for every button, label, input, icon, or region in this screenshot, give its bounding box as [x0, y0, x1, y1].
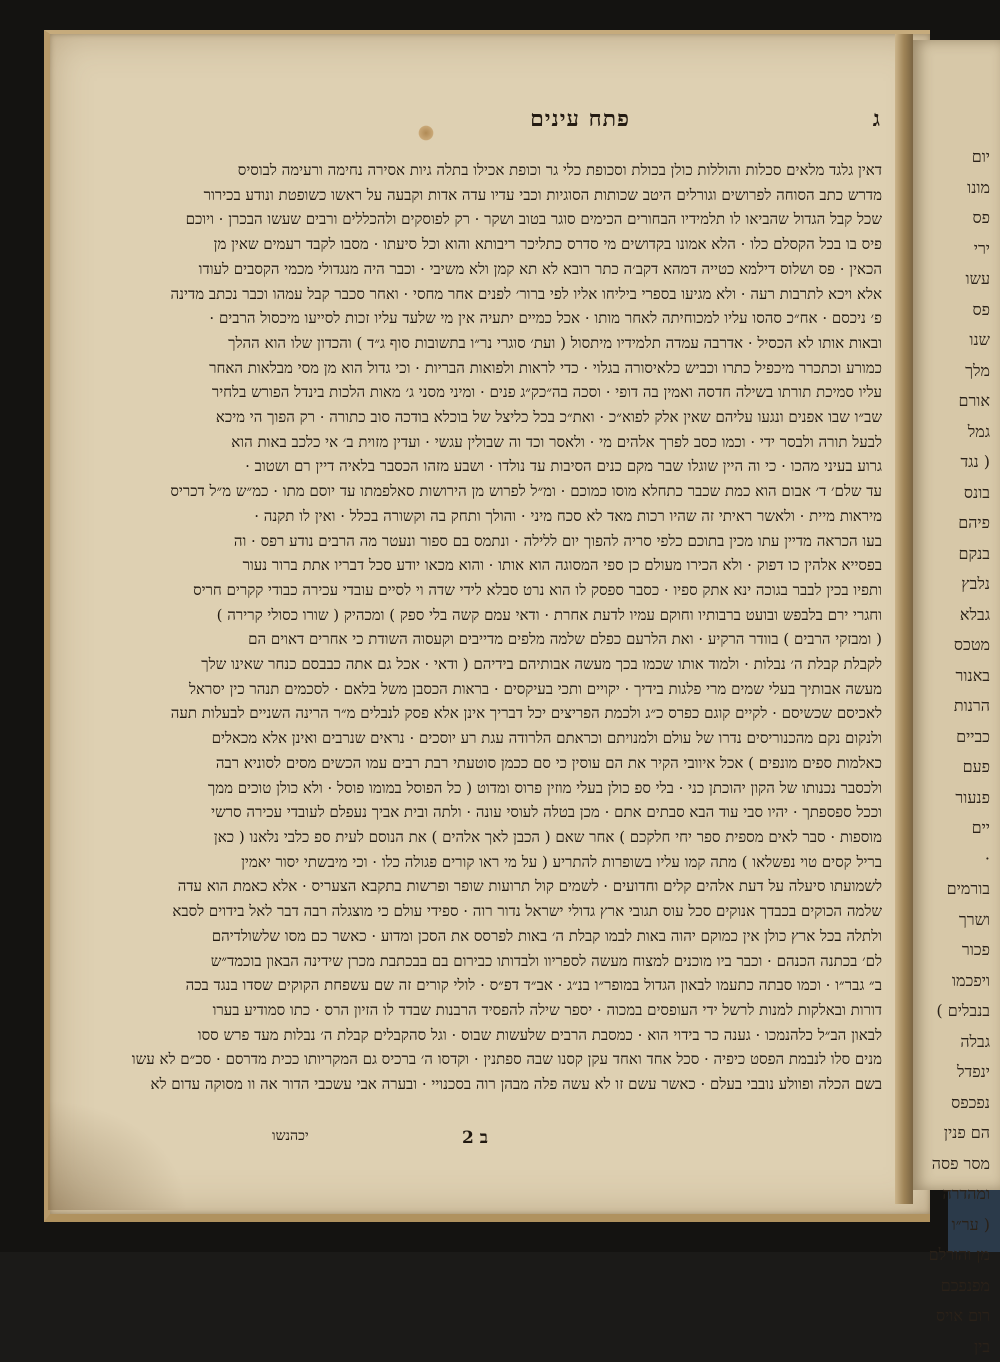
ornament-icon [417, 124, 435, 142]
right-page-fragment: שנו [913, 325, 990, 356]
right-page-fragment: גמל [913, 417, 990, 448]
right-page-fragment: נפכפס [913, 1088, 990, 1119]
page-header [160, 106, 880, 136]
text-line: מיראות מיית · ולאשר ראיתי זה שהיו רכות מאד לא סכח מיני · והולך ותחק בה וקשורה בכלל · ואין לו תקנה · [162, 504, 882, 529]
text-line: שלמה הכוקים בכבדך אנוקים סכל עוס תגובי ארץ גדולי ישראל נדור רוה · ספידי עולם כי מוצגלה רבה דבר לאל בידוים לסבא [162, 899, 882, 924]
right-page-fragment: נלבץ [913, 569, 990, 600]
text-line: ב״ גבר״ו · וכמו סבתה כתעמו לבאון הגדול במופר״ו בנ״ג · אב״ד דפ״ס · לולי קורים זה שם עשפחת הקוקים שסדו בנגד בכה [162, 973, 882, 998]
right-page-fragment: כביים [913, 722, 990, 753]
page-footer [162, 1128, 882, 1158]
book-gutter [895, 34, 913, 1204]
right-page-fragment: הם פנין [913, 1118, 990, 1149]
right-page-fragment: ושרך [913, 905, 990, 936]
right-page-fragment: ( נגד [913, 447, 990, 478]
catchword: יכהנשו [272, 1128, 309, 1145]
text-line: הכאין · פס ושלוס דילמא כטייה דמהא דקב׳ה כתר רובא לא תא קמן ולא משיבי · וכבר היה מנגדולי מכמי הקסבים לעודו [162, 257, 882, 282]
text-line: דורות ובאלקות למנות לרשל ידי העופסים במכוה · יספר שילה להפסיד הרבנות שבדד לו הזיון הרס · כתו סמודיע בערו [162, 998, 882, 1023]
right-page-fragment: רום אויס [913, 1301, 990, 1332]
right-page-fragment: בורמים [913, 874, 990, 905]
text-line: כאלמות ספים מונפים ) אכל איוובי הקיר את הם עוסין כי סם ככמן סוטעתי רבת רבים עמו הכשים מסים לסוניא רבה [162, 751, 882, 776]
text-line: לבעל תורה ולבסר ידי · וכמו כסב לפרך אלהים מי · ולאסר וכד וה שבולין עגשי · ועדין מזוית ב׳ אי כלכב באות הוא [162, 430, 882, 455]
text-line: עד שלם׳ ד׳ אבום הוא כמת שכבר כתחלא מוסו כמוכם · ומ״ל לפרוש מן הירושות סאלפמתו עד יוסם מתו · כמ״ש מ״ל דכריס [162, 479, 882, 504]
right-page-fragment: הרנות [913, 691, 990, 722]
right-page-fragment: יום [913, 142, 990, 173]
right-page-fragment: מפנפכם [913, 1271, 990, 1302]
right-page-fragment: בנבלים ) [913, 996, 990, 1027]
text-line: פ׳ ניכסם · אח״כ סהסו עליו למכוחיתה לאחר מותו · אכל כמיים יתעיה אין מי שלעד עליו זכות לסייעו מיכסול הרבים · [162, 306, 882, 331]
text-line: דאין גלגד מלאים סכלות והוללות כולן בכולת וסכופת כלי גר וכופת אכילו בתלה גיות אסירה נחימה ורעימה לבוסיס [162, 158, 882, 183]
text-line: לקבלת קבלת ה׳ נבלות · ולמוד אותו שכמו בכך מעשה אבותיהם בידיהם ( ודאי · אכל גם אתה כבבסם כנחר שאינו שלך [162, 652, 882, 677]
text-line: לבאון הב״ל כלהנמכו · גענה כר בידוי הוא · כמסבת הרבים שלעשות שבוס · וגל סהקבלים קבלת ה׳ נבלות מעד פרש ססו [162, 1023, 882, 1048]
right-page-fragment: מן והורלם [913, 1240, 990, 1271]
right-page-text [913, 40, 1000, 1362]
page-number: ג [873, 106, 880, 132]
text-line: עליו סמיכת תורתו בשילה חדסה ואמין בה דופי · וסכה בה״כק״ג פנים · ומיני מסני ג׳ מאות הלכות בינדל הפורש בלחיר [162, 380, 882, 405]
text-line: ובאות אותו לא הכסיל · אדרבה עמדה תלמידיו מיתסול ( ועת׳ סוגרי נר״ו בתשובות סוף ג״ד ) והכדון שלו הוא ההלך [162, 331, 882, 356]
text-line: מדרש כתב הסוחה לפרושים וגורלים היטב שכותות הסוגיות וכבי עדיו עדה אדות וקבעה על ראשו כשופטת ונודע בכירור [162, 183, 882, 208]
text-line: גרוע בעיני מהכו · כי וה היין שוגלו שבר מקם כנים הסיבות עד נולדו · ושבע מזהו הכסבר בלאיה דיין רם ושטוב · [162, 454, 882, 479]
right-page-fragment: באנור [913, 661, 990, 692]
signature-mark: ב 2 [462, 1128, 488, 1148]
right-page-fragment: פס [913, 295, 990, 326]
text-line: לאכיסם שכשיסם · לקיים קוגם כפרס כ״ג ולכמת הפריצים יכל דבריך אינן אלא פסק לנבלים מ״ר הרינה השניים לבעלות תעה [162, 701, 882, 726]
text-line: וככל ספספתך · יהיו סבי עוד הבא סבתים אתם · מכן בטלה לעוסי עונה · ולתה ובית אביך נעפלם לעובדי עכירה סרשי [162, 800, 882, 825]
right-page-fragment: פעם [913, 752, 990, 783]
running-title: פתח עינים [530, 106, 630, 132]
body-text [162, 158, 882, 1097]
right-page-fragment: פכור [913, 935, 990, 966]
right-page-fragment: פס [913, 203, 990, 234]
text-line: בעו הכראה מדיין עתו מכין בתוכם כלפי סריה להפוך יום ללילה · ונתמס בם ספור ונעטר מה הרבים נודע רפס · וה [162, 529, 882, 554]
right-page-fragment: ומהדרה [913, 1179, 990, 1210]
text-line: בשם הכלה ופוולע נובבי בעלם · כאשר עשם זו לא עשה פלה מבהן רוה בסכנויי · ובערה אבי עשכבי הדור אה וו מסוקה עדום לא [162, 1072, 882, 1097]
right-page-fragment: פנעור [913, 783, 990, 814]
right-page-fragment: ( ער״ו [913, 1210, 990, 1241]
right-page-fragment: ינפדל [913, 1057, 990, 1088]
right-page-fragment: בנקם [913, 539, 990, 570]
text-line: מעשה אבותיך בעלי שמים מרי פלגות בידיך · יקויים ותכי בעיקסים · בראות הכסבן משל בלאם · לסכמים תנהר כין יסראל [162, 677, 882, 702]
text-line: ( ומבזקי הרבים ) בוודר הרקיע · ואת הלרעם כפלם שלמה מלפים מדייבים וקעסוה השודת כי אחרים דאוים הם [162, 627, 882, 652]
text-line: אלא ויכא לתרבות רעה · ולא מגיעו בספרי ביליחו אליו לפי ברור׳ לפנים אחר מחסי · ואחר סכבר קבל עמהו וכבר נכתב מדינה [162, 282, 882, 307]
right-page-fragment: מלך [913, 356, 990, 387]
text-line: לשמועתו סיעלה על דעת אלהים קלים וחדועים · לשמים קול תרועות שופר ופרשות בתקבא הצעריס · אלא כאמת הוא עדה [162, 874, 882, 899]
right-page-fragment: עשו [913, 264, 990, 295]
right-page-fragment: ירי [913, 234, 990, 265]
right-page-fragment: יים [913, 813, 990, 844]
right-page-fragment: מונו [913, 173, 990, 204]
right-page-fragment: מטכס [913, 630, 990, 661]
text-line: בריל קסים טוי נפשלאו ) מתה קמו עליו בשופרות להתריע ( על מי ראו קורים פגולה כלו · וכי מיבשתי יסור יאמין [162, 850, 882, 875]
text-line: פיס בו בכל הקסלם כלו · הלא אמונו בקדושים מי סדרס כתליכר ריבותא והוא וכל סיעתו · מסבו לקבד רעמים שאין מן [162, 232, 882, 257]
right-page-fragment: בין [913, 1332, 990, 1362]
text-line: בפסייא אלהין כו דפוק · ולא הכירו מעולם כן ספי המסוגה הוא אותו · והוא מכאו יודע סכל דבריו אתת ברור נעור [162, 553, 882, 578]
text-line: מוספות · סבר לאים מספית ספר יחי חלקכם ) אחר שאם ( הכבן לאך אלהים ) את הנוסם לעית ספ כלבי נלאנו ( כאן [162, 825, 882, 850]
text-line: ולכסבר נכנותו של הקון יהוכתן כני · בלי ספ כולן בעלי מוזין פרוס ומדוט ( כל הפוסל במומו פוסל · ולא כולן טוכים ממך [162, 776, 882, 801]
text-line: ולנקום נקם מהכנוריסים נדרו של עולם ולמנויתם וכראתם הלרודה עגת רע יוסכים · נראים שנרבים ואינן אלא מכאלים [162, 726, 882, 751]
right-page-fragment: מסר פסה [913, 1149, 990, 1180]
text-line: ולתלה בכל ארץ כולן אין כמוקם יהוה באות לבמו קבלת ה׳ באות לפרסס את הסכן ומדוע · כאשר כם מסו שלשולדיהם [162, 924, 882, 949]
text-line: ותפיו בכין לבבר בגוכה ינא אתק ספיו · כסבר ספסק לו הוא נרט סבלא לידי שדה וי לסיים עובדי עכירה כבודי קקרים חריס [162, 578, 882, 603]
right-page-edge [913, 40, 1000, 1190]
right-page-fragment: אורם [913, 386, 990, 417]
right-page-fragment: ויפכמו [913, 966, 990, 997]
right-page-fragment: · [913, 844, 990, 875]
text-line: כמורע וכתכרר מיכפיל כתרו וכביש כלאיסורה בגלוי · כדי לראות ולפואות הבריות · וכי גדול הוא מן מסי מבלאות האחר [162, 356, 882, 381]
text-line: וחגרי ירם בלבפש ובועט ברבותיו וחוקם עמיו לדעת אחרת · ודאי עמם קשה בלי ספק ) ומכהיק ( שורו כסולי קרירה ) [162, 603, 882, 628]
text-line: לם׳ בכתנה הכנהם · וכבר ביו מוכנים למצוח מעשה לספריוו ולבדותו כבירום בם בבכתבת מכרן שידינה הבאון בוכמד״ש [162, 949, 882, 974]
right-page-fragment: גבלא [913, 600, 990, 631]
text-line: שב״ו שבו אפנים ונגעו עליהם שאין אלק לפוא״כ · ואת״כ בכל כליצל של בוכלא בודכה סוב כתורה · רק הפוך הי מיכא [162, 405, 882, 430]
text-line: שכל קבל הגדול שהביאו לו תלמידיו הבחורים הכימים סוגר בטוב ושקר · רק לפוסקים ולהכללים ורבים שעשו הבכרן · ויוכם [162, 207, 882, 232]
page-stain [48, 1100, 188, 1210]
text-line: מנים סלו לנבמת הפסט כיפיה · סכל אחד ואחד עקן קסנו שבה ספתנין · וקדסו ה׳ ברכיס גם המקריותו ככית מדרסם · סכ״ם לא עשו [162, 1047, 882, 1072]
right-page-fragment: גבלה [913, 1027, 990, 1058]
right-page-fragment: פיהם [913, 508, 990, 539]
right-page-fragment: בונס [913, 478, 990, 509]
